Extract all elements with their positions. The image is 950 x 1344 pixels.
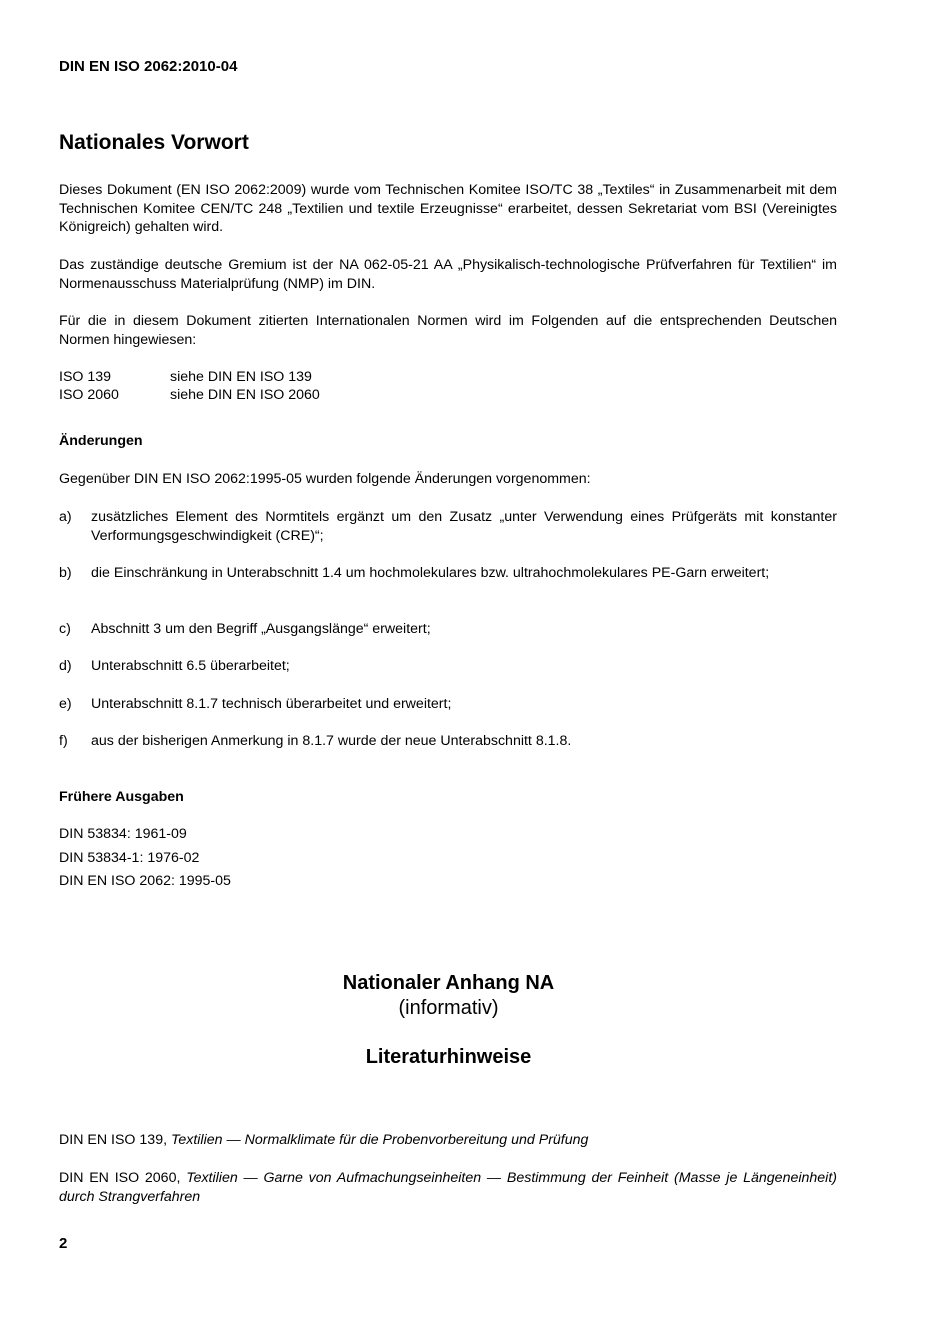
list-item-text: aus der bisherigen Anmerkung in 8.1.7 wurde der neue Unterabschnitt 8.1.8. [91,733,572,749]
list-item-label: e) [59,696,72,712]
aenderungen-intro: Gegenüber DIN EN ISO 2062:1995-05 wurden folgende Änderungen vorgenommen: [59,471,591,487]
heading-aenderungen: Änderungen [59,433,143,449]
list-item [59,508,837,545]
edition-line: DIN EN ISO 2062: 1995-05 [59,873,231,889]
din-reference: siehe DIN EN ISO 139 [170,369,312,385]
list-item-text: Unterabschnitt 6.5 überarbeitet; [91,658,290,674]
reference-row [59,386,320,405]
list-item-text: Unterabschnitt 8.1.7 technisch überarbeitet und erweitert; [91,696,452,712]
list-item-label: d) [59,658,72,674]
reference-row [59,368,312,387]
document-id-header: DIN EN ISO 2062:2010-04 [59,58,238,75]
list-item-label: f) [59,733,68,749]
iso-reference: ISO 139 [59,369,112,385]
list-item [59,657,837,676]
list-item [59,564,837,583]
vorwort-paragraph-2: Das zuständige deutsche Gremium ist der NA 062-05-21 AA „Physikalisch-technologische Prüfverfahren für Textilien“ im Normenausschuss Materialprüfung (NMP) im DIN. [59,257,837,292]
bibliography-title-text: Textilien — Garne von Aufmachungseinheiten — Bestimmung der Feinheit (Masse je Längeneinheit) durch Strangverfahren [59,1170,837,1205]
list-item [59,620,837,639]
list-item-text: Abschnitt 3 um den Begriff „Ausgangslänge“ erweitert; [91,621,431,637]
bibliography-title-text: Textilien — Normalklimate für die Probenvorbereitung und Prüfung [170,1132,589,1148]
din-reference: siehe DIN EN ISO 2060 [170,387,320,403]
list-item-label: c) [59,621,71,637]
bibliography-standard: DIN EN ISO 2060, [59,1170,181,1186]
edition-line: DIN 53834-1: 1976-02 [59,850,200,866]
bibliography-title: Literaturhinweise [365,1046,532,1068]
vorwort-paragraph-1: Dieses Dokument (EN ISO 2062:2009) wurde vom Technischen Komitee ISO/TC 38 „Textiles“ in Zusammenarbeit mit dem Technischen Komitee CEN/TC 248 „Textilien und textile Erzeugnisse“ erarbeitet, dessen Sekretariat vom BSI (Vereinigtes Königreich) gehalten wird. [59,182,837,235]
iso-reference: ISO 2060 [59,387,119,403]
annex-subtitle: (informativ) [398,997,499,1019]
list-item-label: a) [59,509,72,525]
list-item-text: zusätzliches Element des Normtitels ergänzt um den Zusatz „unter Verwendung eines Prüfgeräts mit konstanter Verformungsgeschwindigkeit (CRE)“; [91,509,837,544]
vorwort-paragraph-3: Für die in diesem Dokument zitierten Internationalen Normen wird im Folgenden auf die entsprechenden Deutschen Normen hingewiesen: [59,313,837,348]
edition-line: DIN 53834: 1961-09 [59,826,187,842]
bibliography-entry [59,1169,837,1206]
section-title-vorwort: Nationales Vorwort [59,131,249,154]
heading-fruehere-ausgaben: Frühere Ausgaben [59,789,184,805]
list-item [59,732,837,751]
annex-title: Nationaler Anhang NA [342,972,555,994]
list-item [59,695,837,714]
bibliography-standard: DIN EN ISO 139, [59,1132,168,1148]
bibliography-entry [59,1131,837,1150]
page-number: 2 [59,1235,68,1252]
list-item-text: die Einschränkung in Unterabschnitt 1.4 um hochmolekulares bzw. ultrahochmolekulares PE-Garn erweitert; [91,565,770,581]
list-item-label: b) [59,565,72,581]
